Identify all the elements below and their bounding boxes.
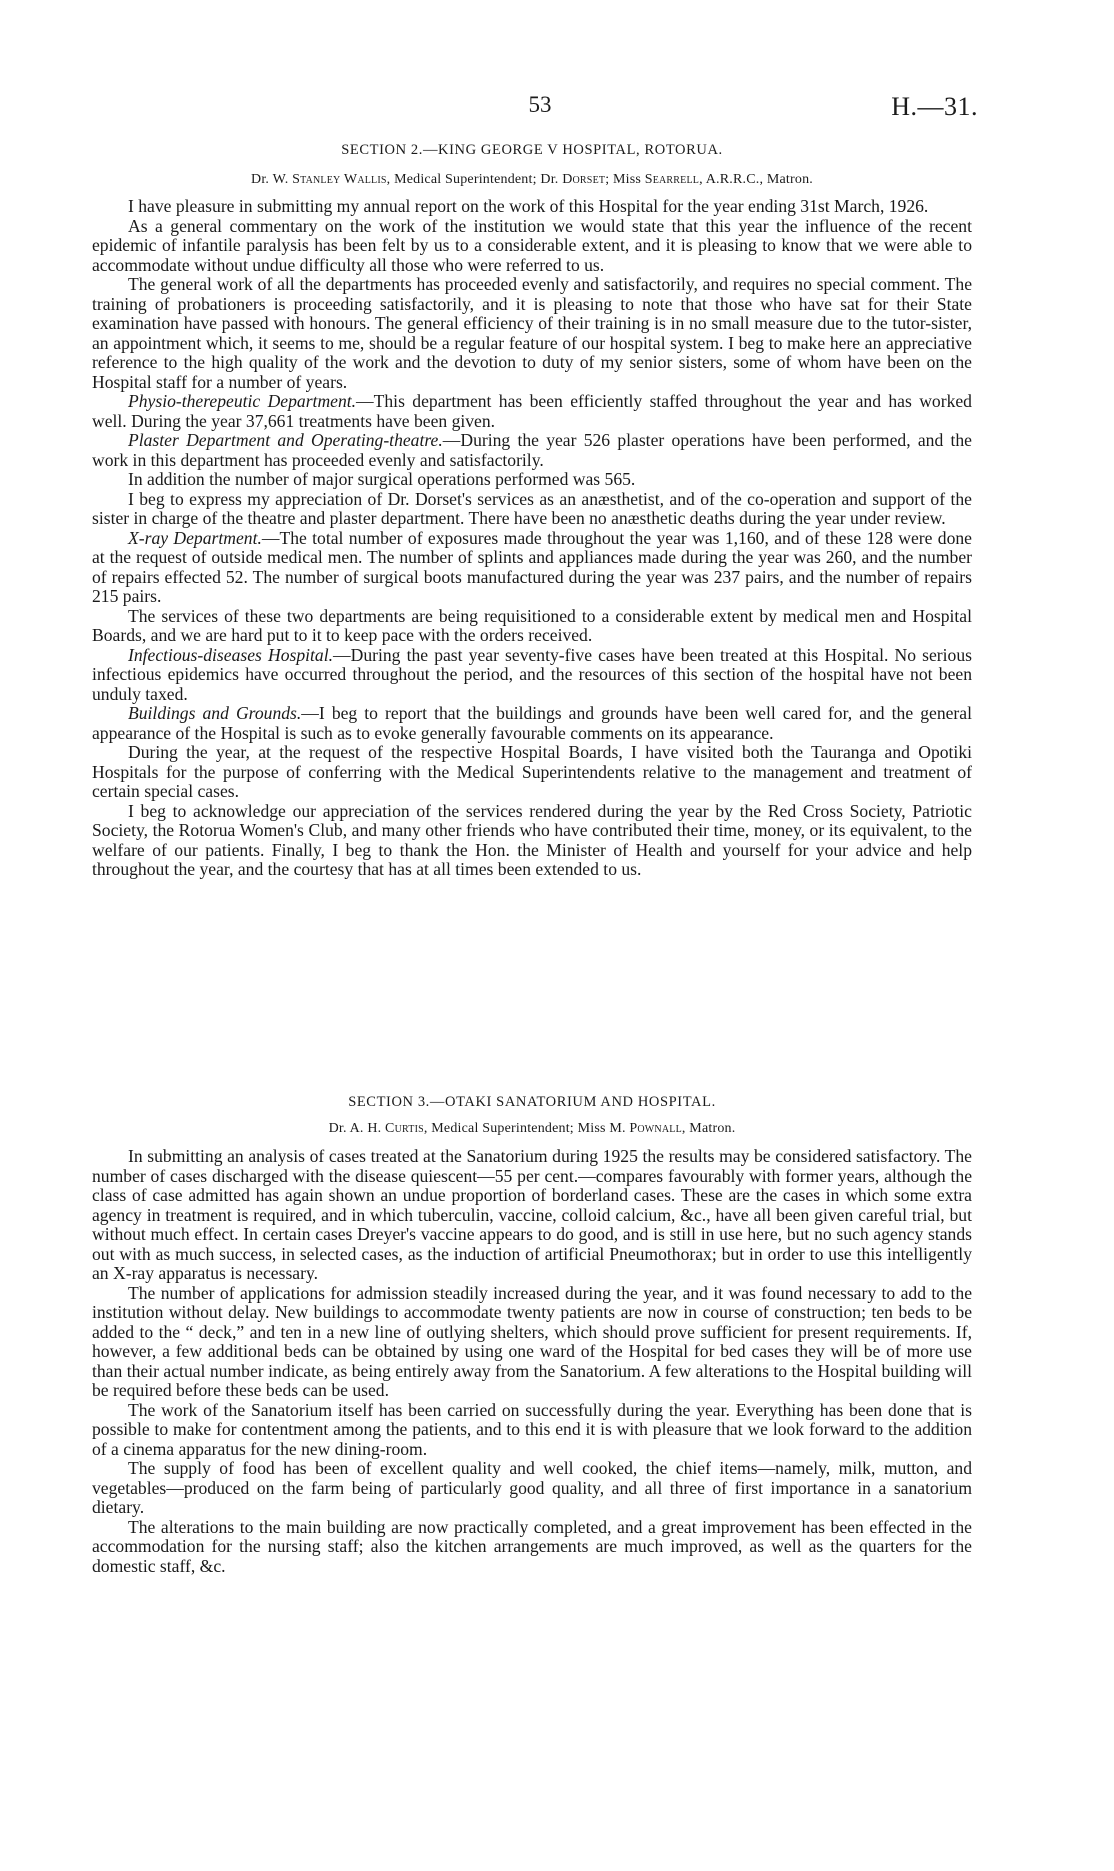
paragraph-physio	[92, 392, 972, 431]
paragraph: In addition the number of major surgical operations performed was 565.	[128, 469, 636, 489]
paragraph: During the year, at the request of the respective Hospital Boards, I have visited both the Tauranga and Opotiki Hospitals for the purpose of conferring with the Medical Superintendents relative to the management and treatment of certain special cases.	[92, 742, 972, 801]
paragraph-buildings	[92, 704, 972, 743]
paragraph-infectious	[92, 646, 972, 705]
staff-text: , Medical Superintendent; Miss M.	[423, 1121, 630, 1136]
paragraph: In submitting an analysis of cases treated at the Sanatorium during 1925 the results may be considered satisfactory. The number of cases discharged with the disease quiescent—55 per cent.—compares favourably with former years, although the class of case admitted has again shown an undue proportion of borderland cases. These are the cases in which some extra agency in treatment is required, and in which tuberculin, vaccine, colloid calcium, &c., have all been given careful trial, but without much effect. In certain cases Dreyer's vaccine appears to do good, and is still in use here, but no such agency stands out with as much success, in selected cases, as the induction of artificial Pneumothorax; but in order to use this intelligently an X-ray apparatus is necessary.	[92, 1146, 972, 1283]
section-2-title: SECTION 2.—KING GEORGE V HOSPITAL, ROTORUA.	[341, 142, 723, 158]
paragraph: I beg to express my appreciation of Dr. Dorset's services as an anæsthetist, and of the co-operation and support of the sister in charge of the theatre and plaster department. There have been no anæsthetic deaths during the year under review.	[92, 488, 972, 528]
paragraph-text: —During the year 526 plaster operations have been performed, and the work in this department has proceeded evenly and satisfactorily.	[92, 430, 972, 470]
section-2-staff-line	[92, 172, 972, 188]
staff-name: Curtis	[385, 1121, 424, 1136]
staff-name: Searrell	[644, 172, 700, 187]
paragraph: The services of these two departments are being requisitioned to a considerable extent by medical men and Hospital Boards, and we are hard put to it to keep pace with the orders received.	[92, 605, 972, 645]
section-3-body	[92, 1147, 972, 1576]
staff-text: , Matron.	[681, 1121, 736, 1136]
staff-text: Dr. A. H.	[328, 1121, 386, 1136]
paragraph-heading: Physio-therepeutic Department.	[128, 391, 357, 411]
paragraph-text: —I beg to report that the buildings and grounds have been well cared for, and the general appearance of the Hospital is such as to evoke generally favourable comments on its appearance.	[92, 703, 972, 743]
document-reference: H.—31.	[891, 92, 978, 121]
section-3-title: SECTION 3.—OTAKI SANATORIUM AND HOSPITAL.	[348, 1094, 716, 1110]
staff-name: Pownall	[629, 1121, 682, 1136]
paragraph: I beg to acknowledge our appreciation of the services rendered during the year by the Red Cross Society, Patriotic Society, the Rotorua Women's Club, and many other friends who have contributed their time, money, or its equivalent, to the welfare of our patients. Finally, I beg to thank the Hon. the Minister of Health and yourself for your advice and help throughout the year, and the courtesy that has at all times been extended to us.	[92, 800, 972, 879]
paragraph: The work of the Sanatorium itself has been carried on successfully during the year. Everything has been done that is possible to make for contentment among the patients, and to this end it is with pleasure that we look forward to the addition of a cinema apparatus for the new dining-room.	[92, 1399, 972, 1459]
staff-text: Dr. W.	[251, 172, 293, 187]
paragraph-xray	[92, 529, 972, 607]
paragraph-heading: Infectious-diseases Hospital.	[128, 644, 334, 665]
staff-text: ; Miss	[605, 172, 645, 187]
paragraph: As a general commentary on the work of the institution we would state that this year the influence of the recent epidemic of infantile paralysis has been felt by us to a considerable extent, and it is pleasing to know that we were able to accommodate without undue difficulty all those who were referred to us.	[92, 215, 972, 275]
paragraph-heading: Plaster Department and Operating-theatre.	[128, 430, 443, 450]
paragraph-heading: Buildings and Grounds.	[128, 703, 302, 723]
staff-text: , A.R.R.C., Matron.	[699, 172, 813, 187]
paragraph-plaster	[92, 431, 972, 470]
staff-name: Stanley Wallis	[292, 172, 387, 187]
page-number: 53	[528, 92, 552, 117]
staff-text: , Medical Superintendent; Dr.	[386, 172, 563, 187]
paragraph: The number of applications for admission steadily increased during the year, and it was found necessary to add to the institution without delay. New buildings to accommodate twenty patients are now in course of construction; ten beds to be added to the “ deck,” and ten in a new line of outlying shelters, which should prove sufficient for present requirements. If, however, a few additional beds can be obtained by using one ward of the Hospital for bed cases they will be of more use than their actual number indicate, as being entirely away from the Sanatorium. A few alterations to the Hospital building will be required before these beds can be used.	[92, 1282, 972, 1400]
paragraph: The general work of all the departments has proceeded evenly and satisfactorily, and requires no special comment. The training of probationers is proceeding satisfactorily, and it is pleasing to note that those who have sat for their State examination have passed with honours. The general efficiency of their training is in no small measure due to the tutor-sister, an appointment which, it seems to me, should be a regular feature of our hospital system. I beg to make here an appreciative reference to the high quality of the work and the devotion to duty of my senior sisters, some of whom have been on the Hospital staff for a number of years.	[92, 274, 972, 392]
paragraph: The alterations to the main building are now practically completed, and a great improvement has been effected in the accommodation for the nursing staff; also the kitchen arrangements are much improved, as well as the quarters for the domestic staff, &c.	[92, 1516, 972, 1576]
paragraph: The supply of food has been of excellent quality and well cooked, the chief items—namely, milk, mutton, and vegetables—produced on the farm being of particularly good quality, and all three of first importance in a sanatorium dietary.	[92, 1458, 972, 1517]
section-2-body	[92, 197, 972, 880]
staff-name: Dorset	[562, 172, 606, 187]
section-3-staff-line	[92, 1121, 972, 1137]
paragraph-text: —The total number of exposures made throughout the year was 1,160, and of these 128 were done at the request of outside medical men. The number of splints and appliances made during the year was 260, and the number of repairs effected 52. The number of surgical boots manufactured during the year was 237 pairs, and the number of repairs 215 pairs.	[92, 527, 972, 606]
paragraph-heading: X-ray Department.	[128, 527, 262, 548]
paragraph-text: —During the past year seventy-five cases have been treated at this Hospital. No serious infectious epidemics have occurred throughout the period, and the resources of this section of the hospital have not been unduly taxed.	[92, 644, 972, 704]
paragraph: I have pleasure in submitting my annual report on the work of this Hospital for the year ending 31st March, 1926.	[128, 196, 929, 216]
paragraph-text: —This department has been efficiently staffed throughout the year and has worked well. During the year 37,661 treatments have been given.	[92, 391, 972, 431]
